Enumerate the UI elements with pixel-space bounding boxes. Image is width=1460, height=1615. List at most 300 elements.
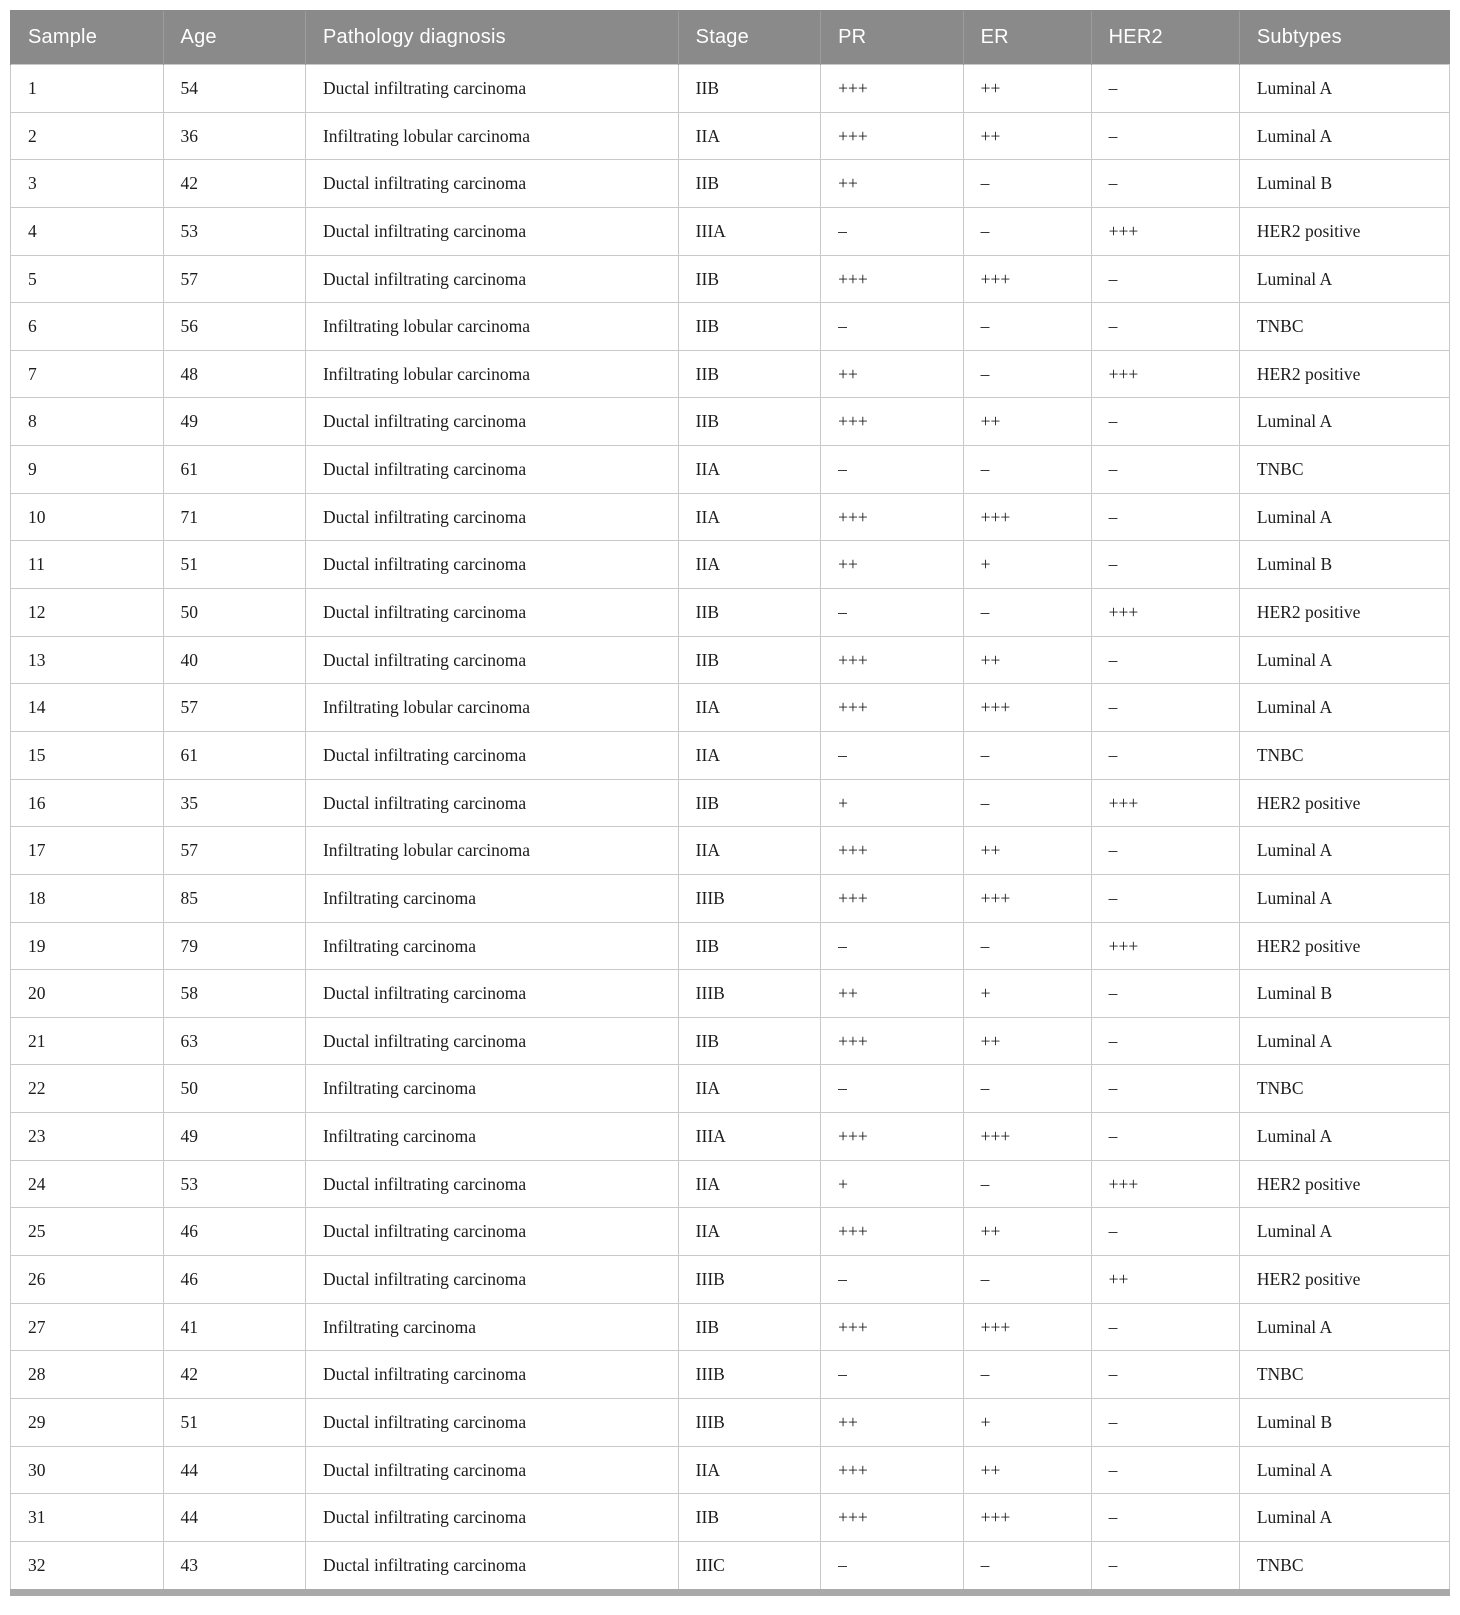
table-cell-er: + (963, 1398, 1091, 1446)
table-cell-her2: – (1091, 303, 1239, 351)
table-cell-stage: IIB (678, 303, 820, 351)
table-cell-sample: 24 (11, 1160, 164, 1208)
table-body (11, 65, 1450, 1593)
table-row (11, 303, 1450, 351)
table-cell-pathology-diagnosis: Ductal infiltrating carcinoma (305, 65, 678, 113)
table-cell-stage: IIIB (678, 1398, 820, 1446)
table-cell-stage: IIA (678, 541, 820, 589)
table-row (11, 1160, 1450, 1208)
table-cell-er: +++ (963, 493, 1091, 541)
table-cell-pr: ++ (821, 1398, 963, 1446)
table-cell-pathology-diagnosis: Ductal infiltrating carcinoma (305, 1160, 678, 1208)
table-cell-pathology-diagnosis: Ductal infiltrating carcinoma (305, 970, 678, 1018)
table-cell-age: 50 (163, 1065, 305, 1113)
table-cell-stage: IIA (678, 827, 820, 875)
table-cell-stage: IIB (678, 1017, 820, 1065)
table-cell-age: 85 (163, 874, 305, 922)
table-cell-age: 54 (163, 65, 305, 113)
table-row (11, 970, 1450, 1018)
table-cell-age: 46 (163, 1208, 305, 1256)
table-cell-pathology-diagnosis: Infiltrating carcinoma (305, 1113, 678, 1161)
table-cell-pr: + (821, 1160, 963, 1208)
table-cell-pathology-diagnosis: Ductal infiltrating carcinoma (305, 731, 678, 779)
table-cell-subtypes: Luminal A (1239, 112, 1449, 160)
table-cell-stage: IIB (678, 589, 820, 637)
table-cell-stage: IIIB (678, 874, 820, 922)
column-header-her2: HER2 (1091, 11, 1239, 65)
table-cell-sample: 32 (11, 1541, 164, 1592)
table-cell-her2: – (1091, 970, 1239, 1018)
table-cell-er: – (963, 207, 1091, 255)
table-row (11, 398, 1450, 446)
table-cell-pathology-diagnosis: Infiltrating carcinoma (305, 874, 678, 922)
table-cell-sample: 6 (11, 303, 164, 351)
table-cell-subtypes: Luminal B (1239, 1398, 1449, 1446)
table-cell-subtypes: Luminal A (1239, 398, 1449, 446)
table-cell-pr: ++ (821, 541, 963, 589)
clinical-samples-table-container (10, 10, 1450, 1596)
table-cell-age: 57 (163, 827, 305, 875)
table-row (11, 636, 1450, 684)
table-cell-stage: IIA (678, 1065, 820, 1113)
table-cell-subtypes: Luminal A (1239, 1494, 1449, 1542)
table-cell-sample: 28 (11, 1351, 164, 1399)
table-cell-her2: – (1091, 1065, 1239, 1113)
table-cell-sample: 7 (11, 350, 164, 398)
table-cell-subtypes: Luminal B (1239, 541, 1449, 589)
table-cell-sample: 25 (11, 1208, 164, 1256)
table-cell-age: 42 (163, 1351, 305, 1399)
table-cell-er: +++ (963, 1494, 1091, 1542)
table-cell-stage: IIA (678, 1208, 820, 1256)
table-cell-stage: IIA (678, 493, 820, 541)
table-cell-age: 49 (163, 1113, 305, 1161)
table-cell-subtypes: Luminal A (1239, 827, 1449, 875)
table-cell-pathology-diagnosis: Infiltrating lobular carcinoma (305, 827, 678, 875)
table-cell-pr: + (821, 779, 963, 827)
table-cell-her2: +++ (1091, 779, 1239, 827)
table-cell-sample: 17 (11, 827, 164, 875)
table-cell-er: – (963, 1541, 1091, 1592)
table-cell-pathology-diagnosis: Ductal infiltrating carcinoma (305, 589, 678, 637)
table-cell-er: ++ (963, 112, 1091, 160)
table-cell-subtypes: Luminal A (1239, 65, 1449, 113)
table-cell-subtypes: Luminal A (1239, 684, 1449, 732)
table-cell-pathology-diagnosis: Ductal infiltrating carcinoma (305, 1256, 678, 1304)
table-row (11, 1494, 1450, 1542)
table-cell-subtypes: TNBC (1239, 731, 1449, 779)
table-cell-pathology-diagnosis: Infiltrating lobular carcinoma (305, 303, 678, 351)
table-cell-stage: IIA (678, 1160, 820, 1208)
table-cell-her2: – (1091, 874, 1239, 922)
column-header-er: ER (963, 11, 1091, 65)
table-cell-stage: IIB (678, 65, 820, 113)
table-cell-pr: +++ (821, 112, 963, 160)
table-cell-sample: 27 (11, 1303, 164, 1351)
table-cell-age: 51 (163, 1398, 305, 1446)
table-cell-her2: +++ (1091, 207, 1239, 255)
table-cell-pr: +++ (821, 874, 963, 922)
table-cell-stage: IIA (678, 112, 820, 160)
table-cell-pathology-diagnosis: Ductal infiltrating carcinoma (305, 1541, 678, 1592)
table-row (11, 1256, 1450, 1304)
table-cell-subtypes: TNBC (1239, 446, 1449, 494)
table-cell-er: +++ (963, 684, 1091, 732)
table-cell-sample: 26 (11, 1256, 164, 1304)
table-cell-sample: 18 (11, 874, 164, 922)
table-cell-her2: +++ (1091, 350, 1239, 398)
table-cell-subtypes: TNBC (1239, 1541, 1449, 1592)
table-cell-age: 46 (163, 1256, 305, 1304)
table-cell-er: – (963, 779, 1091, 827)
table-cell-age: 35 (163, 779, 305, 827)
table-cell-sample: 9 (11, 446, 164, 494)
table-cell-age: 44 (163, 1446, 305, 1494)
table-cell-age: 61 (163, 731, 305, 779)
table-cell-pr: – (821, 446, 963, 494)
column-header-sample: Sample (11, 11, 164, 65)
table-cell-subtypes: Luminal A (1239, 1208, 1449, 1256)
table-cell-pr: – (821, 731, 963, 779)
table-cell-age: 50 (163, 589, 305, 637)
table-cell-age: 43 (163, 1541, 305, 1592)
table-cell-pathology-diagnosis: Ductal infiltrating carcinoma (305, 1398, 678, 1446)
table-cell-stage: IIA (678, 731, 820, 779)
table-cell-subtypes: TNBC (1239, 1065, 1449, 1113)
table-cell-sample: 2 (11, 112, 164, 160)
table-cell-sample: 8 (11, 398, 164, 446)
table-cell-er: + (963, 541, 1091, 589)
table-cell-pathology-diagnosis: Ductal infiltrating carcinoma (305, 1494, 678, 1542)
table-cell-stage: IIB (678, 160, 820, 208)
table-cell-sample: 4 (11, 207, 164, 255)
table-cell-her2: – (1091, 65, 1239, 113)
table-cell-subtypes: HER2 positive (1239, 922, 1449, 970)
table-cell-er: – (963, 1160, 1091, 1208)
table-cell-age: 79 (163, 922, 305, 970)
table-cell-er: + (963, 970, 1091, 1018)
table-cell-pr: +++ (821, 1017, 963, 1065)
table-cell-subtypes: Luminal A (1239, 874, 1449, 922)
table-cell-her2: – (1091, 112, 1239, 160)
table-cell-pathology-diagnosis: Ductal infiltrating carcinoma (305, 636, 678, 684)
table-cell-age: 40 (163, 636, 305, 684)
table-cell-stage: IIB (678, 1303, 820, 1351)
table-cell-age: 56 (163, 303, 305, 351)
table-cell-er: – (963, 160, 1091, 208)
table-cell-pr: – (821, 1541, 963, 1592)
table-cell-pr: +++ (821, 1113, 963, 1161)
table-cell-subtypes: Luminal A (1239, 255, 1449, 303)
table-cell-pathology-diagnosis: Ductal infiltrating carcinoma (305, 398, 678, 446)
table-cell-pr: – (821, 207, 963, 255)
table-cell-pathology-diagnosis: Ductal infiltrating carcinoma (305, 207, 678, 255)
table-cell-sample: 13 (11, 636, 164, 684)
table-cell-sample: 11 (11, 541, 164, 589)
table-row (11, 1065, 1450, 1113)
table-cell-pathology-diagnosis: Ductal infiltrating carcinoma (305, 255, 678, 303)
table-cell-er: – (963, 1065, 1091, 1113)
table-cell-pathology-diagnosis: Ductal infiltrating carcinoma (305, 160, 678, 208)
table-cell-subtypes: Luminal A (1239, 493, 1449, 541)
table-cell-age: 53 (163, 207, 305, 255)
table-row (11, 589, 1450, 637)
table-cell-pr: +++ (821, 255, 963, 303)
table-cell-her2: – (1091, 446, 1239, 494)
table-cell-her2: – (1091, 731, 1239, 779)
table-cell-pr: +++ (821, 1494, 963, 1542)
table-cell-subtypes: Luminal B (1239, 160, 1449, 208)
table-cell-pr: +++ (821, 827, 963, 875)
table-cell-sample: 15 (11, 731, 164, 779)
table-cell-pr: +++ (821, 636, 963, 684)
table-cell-pr: +++ (821, 1303, 963, 1351)
table-cell-pr: – (821, 1256, 963, 1304)
table-cell-stage: IIA (678, 1446, 820, 1494)
table-cell-sample: 19 (11, 922, 164, 970)
table-row (11, 1113, 1450, 1161)
table-cell-stage: IIB (678, 922, 820, 970)
table-cell-stage: IIIA (678, 1113, 820, 1161)
table-cell-sample: 10 (11, 493, 164, 541)
table-cell-stage: IIB (678, 1494, 820, 1542)
table-cell-er: +++ (963, 1303, 1091, 1351)
table-cell-pr: – (821, 303, 963, 351)
table-cell-age: 57 (163, 255, 305, 303)
table-cell-er: – (963, 303, 1091, 351)
table-cell-subtypes: TNBC (1239, 303, 1449, 351)
table-cell-pr: +++ (821, 1446, 963, 1494)
table-cell-age: 63 (163, 1017, 305, 1065)
table-cell-sample: 31 (11, 1494, 164, 1542)
table-cell-pathology-diagnosis: Ductal infiltrating carcinoma (305, 446, 678, 494)
table-row (11, 446, 1450, 494)
table-cell-stage: IIB (678, 255, 820, 303)
table-cell-pr: +++ (821, 493, 963, 541)
table-cell-pathology-diagnosis: Ductal infiltrating carcinoma (305, 1351, 678, 1399)
table-cell-subtypes: HER2 positive (1239, 1160, 1449, 1208)
table-cell-pr: +++ (821, 398, 963, 446)
table-row (11, 1398, 1450, 1446)
table-cell-her2: +++ (1091, 922, 1239, 970)
table-cell-her2: – (1091, 160, 1239, 208)
table-cell-subtypes: HER2 positive (1239, 1256, 1449, 1304)
table-row (11, 1303, 1450, 1351)
table-row (11, 255, 1450, 303)
table-row (11, 731, 1450, 779)
table-cell-er: +++ (963, 255, 1091, 303)
table-cell-her2: – (1091, 1351, 1239, 1399)
table-cell-her2: – (1091, 255, 1239, 303)
column-header-pathology-diagnosis: Pathology diagnosis (305, 11, 678, 65)
table-cell-pathology-diagnosis: Ductal infiltrating carcinoma (305, 1208, 678, 1256)
table-cell-er: – (963, 589, 1091, 637)
table-cell-subtypes: Luminal B (1239, 970, 1449, 1018)
table-cell-pr: +++ (821, 1208, 963, 1256)
table-cell-her2: – (1091, 493, 1239, 541)
table-cell-pr: – (821, 1351, 963, 1399)
table-cell-sample: 14 (11, 684, 164, 732)
table-cell-pathology-diagnosis: Ductal infiltrating carcinoma (305, 541, 678, 589)
table-cell-er: – (963, 922, 1091, 970)
table-cell-pathology-diagnosis: Infiltrating lobular carcinoma (305, 684, 678, 732)
table-cell-age: 61 (163, 446, 305, 494)
table-cell-age: 49 (163, 398, 305, 446)
table-cell-her2: – (1091, 827, 1239, 875)
table-cell-er: – (963, 446, 1091, 494)
table-row (11, 1541, 1450, 1592)
table-cell-subtypes: HER2 positive (1239, 779, 1449, 827)
table-cell-pr: ++ (821, 160, 963, 208)
table-cell-her2: – (1091, 684, 1239, 732)
table-cell-subtypes: Luminal A (1239, 1017, 1449, 1065)
table-cell-sample: 16 (11, 779, 164, 827)
table-cell-sample: 1 (11, 65, 164, 113)
table-row (11, 65, 1450, 113)
table-cell-sample: 22 (11, 1065, 164, 1113)
table-cell-age: 42 (163, 160, 305, 208)
table-cell-her2: – (1091, 1541, 1239, 1592)
table-cell-her2: – (1091, 541, 1239, 589)
table-cell-stage: IIB (678, 350, 820, 398)
table-cell-sample: 23 (11, 1113, 164, 1161)
table-cell-her2: – (1091, 636, 1239, 684)
table-cell-er: – (963, 1256, 1091, 1304)
table-cell-her2: – (1091, 398, 1239, 446)
table-cell-pr: – (821, 922, 963, 970)
clinical-samples-table (10, 10, 1450, 1596)
table-cell-er: ++ (963, 636, 1091, 684)
table-header (11, 11, 1450, 65)
table-row (11, 493, 1450, 541)
table-cell-subtypes: TNBC (1239, 1351, 1449, 1399)
table-cell-her2: – (1091, 1494, 1239, 1542)
table-cell-pr: +++ (821, 684, 963, 732)
table-row (11, 160, 1450, 208)
table-cell-pathology-diagnosis: Infiltrating carcinoma (305, 1065, 678, 1113)
table-cell-age: 53 (163, 1160, 305, 1208)
table-cell-stage: IIIA (678, 207, 820, 255)
table-cell-age: 36 (163, 112, 305, 160)
table-cell-er: ++ (963, 827, 1091, 875)
table-cell-pathology-diagnosis: Infiltrating carcinoma (305, 922, 678, 970)
table-cell-stage: IIA (678, 446, 820, 494)
table-cell-stage: IIA (678, 684, 820, 732)
table-row (11, 1017, 1450, 1065)
table-cell-pathology-diagnosis: Ductal infiltrating carcinoma (305, 779, 678, 827)
table-cell-sample: 21 (11, 1017, 164, 1065)
table-cell-stage: IIB (678, 398, 820, 446)
table-cell-pr: – (821, 589, 963, 637)
table-cell-pr: ++ (821, 350, 963, 398)
table-cell-age: 41 (163, 1303, 305, 1351)
table-cell-subtypes: HER2 positive (1239, 589, 1449, 637)
table-cell-her2: – (1091, 1113, 1239, 1161)
table-cell-her2: – (1091, 1208, 1239, 1256)
table-cell-er: ++ (963, 1446, 1091, 1494)
table-cell-pr: +++ (821, 65, 963, 113)
table-cell-age: 71 (163, 493, 305, 541)
table-cell-age: 51 (163, 541, 305, 589)
column-header-stage: Stage (678, 11, 820, 65)
column-header-age: Age (163, 11, 305, 65)
table-cell-her2: – (1091, 1446, 1239, 1494)
table-cell-er: +++ (963, 874, 1091, 922)
table-row (11, 827, 1450, 875)
table-cell-pathology-diagnosis: Ductal infiltrating carcinoma (305, 1446, 678, 1494)
table-row (11, 684, 1450, 732)
table-cell-subtypes: Luminal A (1239, 1113, 1449, 1161)
table-cell-pathology-diagnosis: Infiltrating lobular carcinoma (305, 112, 678, 160)
table-cell-age: 48 (163, 350, 305, 398)
table-row (11, 1208, 1450, 1256)
table-cell-subtypes: Luminal A (1239, 1303, 1449, 1351)
table-row (11, 541, 1450, 589)
table-row (11, 779, 1450, 827)
table-cell-subtypes: Luminal A (1239, 1446, 1449, 1494)
table-cell-age: 58 (163, 970, 305, 1018)
table-cell-er: ++ (963, 65, 1091, 113)
table-cell-stage: IIIB (678, 1256, 820, 1304)
table-cell-pathology-diagnosis: Infiltrating carcinoma (305, 1303, 678, 1351)
table-cell-pathology-diagnosis: Infiltrating lobular carcinoma (305, 350, 678, 398)
table-row (11, 922, 1450, 970)
table-cell-pr: – (821, 1065, 963, 1113)
table-cell-sample: 3 (11, 160, 164, 208)
table-cell-stage: IIIB (678, 1351, 820, 1399)
table-row (11, 874, 1450, 922)
table-cell-stage: IIIC (678, 1541, 820, 1592)
table-cell-her2: – (1091, 1303, 1239, 1351)
column-header-subtypes: Subtypes (1239, 11, 1449, 65)
table-cell-age: 57 (163, 684, 305, 732)
table-cell-er: – (963, 350, 1091, 398)
table-row (11, 350, 1450, 398)
table-cell-sample: 5 (11, 255, 164, 303)
table-cell-sample: 12 (11, 589, 164, 637)
table-cell-er: ++ (963, 1208, 1091, 1256)
table-cell-subtypes: Luminal A (1239, 636, 1449, 684)
table-cell-er: +++ (963, 1113, 1091, 1161)
table-cell-er: ++ (963, 398, 1091, 446)
table-cell-sample: 29 (11, 1398, 164, 1446)
column-header-pr: PR (821, 11, 963, 65)
table-cell-sample: 20 (11, 970, 164, 1018)
table-cell-her2: – (1091, 1017, 1239, 1065)
table-cell-stage: IIIB (678, 970, 820, 1018)
table-cell-her2: – (1091, 1398, 1239, 1446)
table-cell-er: – (963, 731, 1091, 779)
table-cell-subtypes: HER2 positive (1239, 350, 1449, 398)
table-row (11, 112, 1450, 160)
table-header-row (11, 11, 1450, 65)
table-cell-age: 44 (163, 1494, 305, 1542)
table-cell-sample: 30 (11, 1446, 164, 1494)
table-cell-stage: IIB (678, 779, 820, 827)
table-cell-pathology-diagnosis: Ductal infiltrating carcinoma (305, 1017, 678, 1065)
table-cell-stage: IIB (678, 636, 820, 684)
table-cell-er: – (963, 1351, 1091, 1399)
table-cell-pathology-diagnosis: Ductal infiltrating carcinoma (305, 493, 678, 541)
table-cell-her2: +++ (1091, 1160, 1239, 1208)
table-row (11, 1351, 1450, 1399)
table-cell-her2: +++ (1091, 589, 1239, 637)
table-cell-er: ++ (963, 1017, 1091, 1065)
table-row (11, 207, 1450, 255)
table-cell-subtypes: HER2 positive (1239, 207, 1449, 255)
table-row (11, 1446, 1450, 1494)
table-cell-her2: ++ (1091, 1256, 1239, 1304)
